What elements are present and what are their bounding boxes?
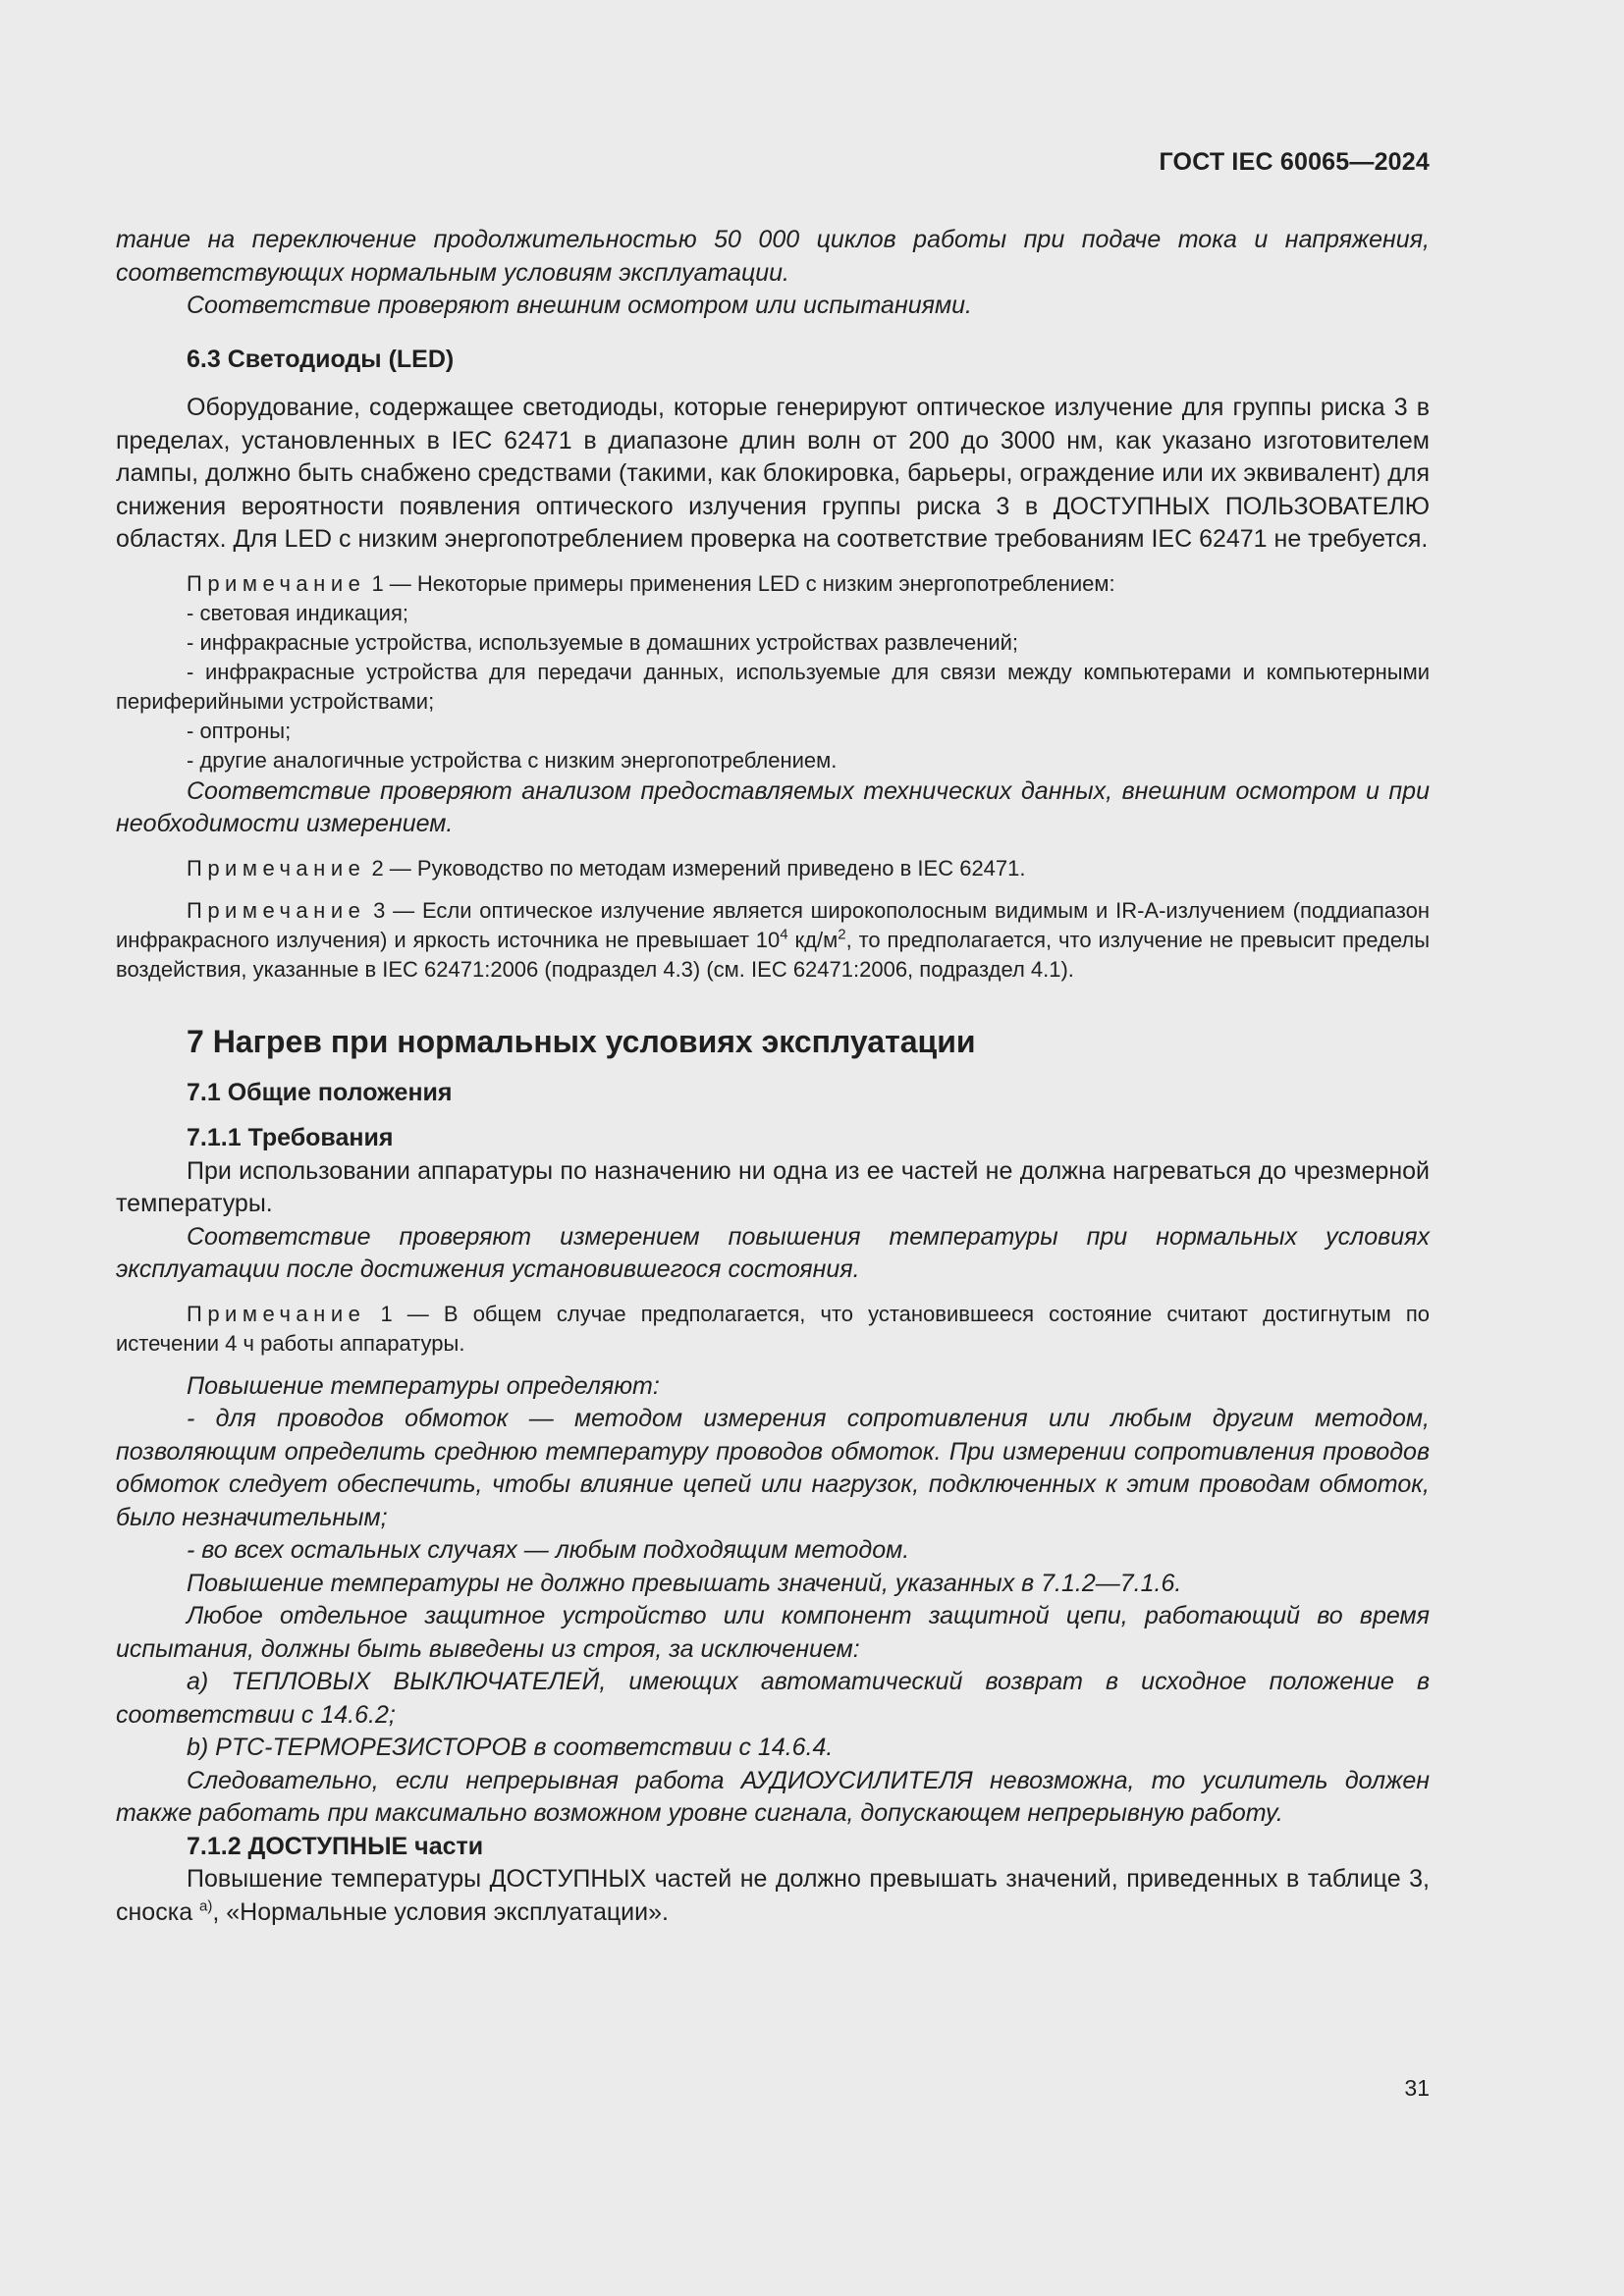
note-text: 1 — Некоторые примеры применения LED с низким энергопотреблением: — [365, 570, 1115, 596]
note-label: Примечание — [187, 897, 366, 923]
paragraph-text: , «Нормальные условия эксплуатации». — [212, 1897, 669, 1926]
paragraph-7-1-2 — [116, 1863, 1430, 1929]
note-3 — [116, 896, 1430, 985]
note-text: 2 — Руководство по методам измерений приведено в IEC 62471. — [365, 855, 1026, 881]
note-label: Примечание — [187, 570, 366, 596]
protective-device-text: Любое отдельное защитное устройство или компонент защитной цепи, работающий во время испытания, должны быть выведены из строя, за исключением: — [116, 1602, 1430, 1663]
note-label: Примечание — [187, 855, 366, 881]
temperature-rise-intro: Повышение температуры определяют: — [187, 1371, 660, 1400]
list-item: - инфракрасные устройства для передачи данных, используемые для связи между компьютерами и компьютерными периферийными устройствами; — [116, 659, 1430, 714]
section-heading-7-1-1: 7.1.1 Требования — [187, 1124, 394, 1151]
list-item: - световая индикация; — [187, 600, 408, 625]
section-heading-7: 7 Нагрев при нормальных условиях эксплуатации — [187, 1023, 976, 1059]
temperature-rise-limit: Повышение температуры не должно превышать значений, указанных в 7.1.2—7.1.6. — [187, 1569, 1182, 1597]
paragraph-7-1-1: При использовании аппаратуры по назначению ни одна из ее частей не должна нагреваться до чрезмерной температуры. — [116, 1156, 1430, 1217]
document-page — [116, 0, 1430, 2296]
superscript: 4 — [780, 926, 788, 943]
document-body — [116, 224, 1430, 1929]
section-heading-6-3: 6.3 Светодиоды (LED) — [187, 345, 455, 373]
note-2 — [116, 854, 1430, 883]
list-item: a) ТЕПЛОВЫХ ВЫКЛЮЧАТЕЛЕЙ, имеющих автоматический возврат в исходное положение в соответствии с 14.6.2; — [116, 1668, 1430, 1729]
note-label: Примечание — [187, 1301, 366, 1326]
list-item: b) PTC-ТЕРМОРЕЗИСТОРОВ в соответствии с 14.6.4. — [187, 1734, 834, 1761]
list-item: - оптроны; — [187, 718, 292, 743]
page-number: 31 — [1404, 2075, 1430, 2101]
section-heading-7-1-2: 7.1.2 ДОСТУПНЫЕ части — [187, 1832, 484, 1860]
document-code-header: ГОСТ IEC 60065—2024 — [1159, 148, 1430, 176]
note-text: , то предполагается, что излучение не превысит пределы воздействия, указанные в IEC 62471:2006 (подраздел 4.3) (см. IEC 62471:2006, подраздел 4.1). — [116, 927, 1431, 982]
continued-paragraph: тание на переключение продолжительностью 50 000 циклов работы при подаче тока и напряжения, соответствующих нормальным условиям эксплуатации. — [116, 226, 1430, 287]
paragraph-text: Повышение температуры ДОСТУПНЫХ частей не должно превышать значений, приведенных в таблице 3, сноска — [116, 1865, 1430, 1926]
list-item: - инфракрасные устройства, используемые в домашних устройствах развлечений; — [187, 629, 1019, 655]
compliance-check-text: Соответствие проверяют анализом предоставляемых технических данных, внешним осмотром и при необходимости измерением. — [116, 776, 1430, 837]
note-text: кд/м — [787, 927, 839, 952]
amplifier-text: Следовательно, если непрерывная работа АУДИОУСИЛИТЕЛЯ невозможна, то усилитель должен также работать при максимально возможном уровне сигнала, допускающем непрерывную работу. — [116, 1766, 1430, 1827]
superscript: 2 — [838, 926, 846, 943]
list-item: - во всех остальных случаях — любым подходящим методом. — [187, 1536, 910, 1564]
list-item: - другие аналогичные устройства с низким энергопотреблением. — [187, 747, 838, 773]
section-heading-7-1: 7.1 Общие положения — [187, 1078, 453, 1106]
paragraph-6-3: Оборудование, содержащее светодиоды, которые генерируют оптическое излучение для группы риска 3 в пределах, установленных в IEC 62471 в диапазоне длин волн от 200 до 3000 нм, как указано изготовителем лампы, должно быть снабжено средствами (такими, как блокировка, барьеры, ограждение или их эквивалент) для снижения вероятности появления оптического излучения группы риска 3 в ДОСТУПНЫХ ПОЛЬЗОВАТЕЛЮ областях. Для LED с низким энергопотреблением проверка на соответствие требованиям IEC 62471 не требуется. — [116, 394, 1430, 553]
note-text: 1 — В общем случае предполагается, что установившееся состояние считают достигнутым по истечении 4 ч работы аппаратуры. — [116, 1301, 1430, 1356]
compliance-check-text: Соответствие проверяют измерением повышения температуры при нормальных условиях эксплуатации после достижения установившегося состояния. — [116, 1222, 1430, 1283]
note-1 — [116, 569, 1430, 599]
list-item: - для проводов обмоток — методом измерения сопротивления или любым другим методом, позволяющим определить среднюю температуру проводов обмоток. При измерении сопротивления проводов обмоток следует обеспечить, чтобы влияние цепей или нагрузок, подключенных к этим проводам обмоток, было незначительным; — [116, 1405, 1430, 1531]
note-text: 3 — Если оптическое излучение является широкополосным видимым и IR-A-излучением (поддиапазон инфракрасного излучения) и яркость источника не превышает 10 — [116, 897, 1430, 952]
note-7-1 — [116, 1300, 1430, 1359]
footnote-ref: а) — [199, 1897, 213, 1915]
compliance-check-text: Соответствие проверяют внешним осмотром или испытаниями. — [187, 292, 972, 319]
